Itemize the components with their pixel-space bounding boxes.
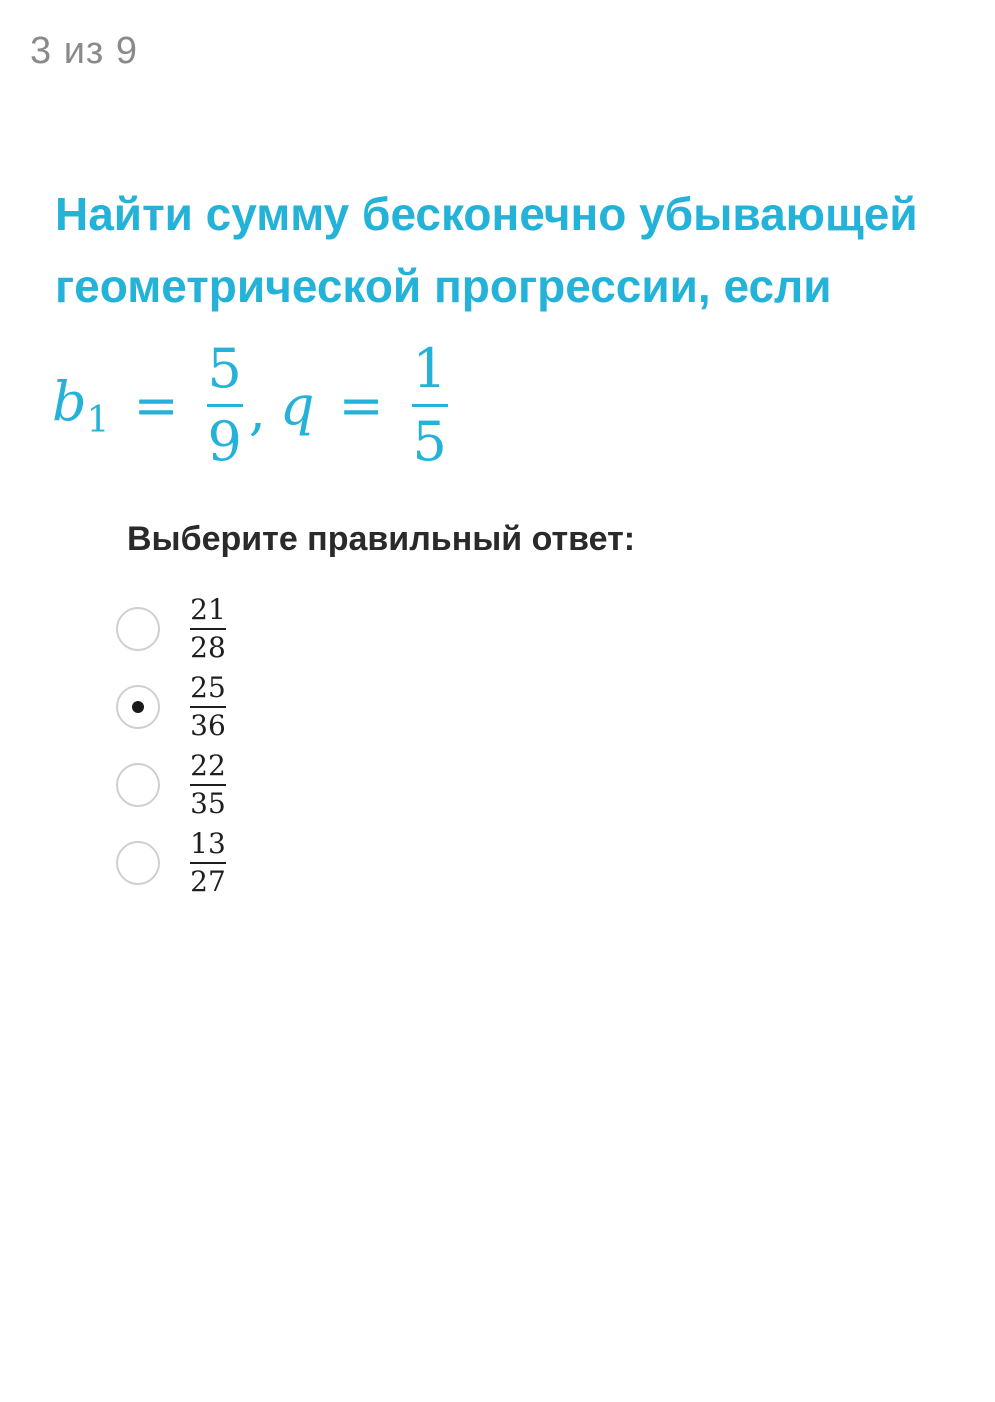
option-numerator: 22 xyxy=(190,749,226,782)
option-denominator: 28 xyxy=(190,631,226,664)
question-title: Найти сумму бесконечно убывающей геометрической прогрессии, если xyxy=(55,188,918,312)
radio-button[interactable] xyxy=(116,685,160,729)
radio-button[interactable] xyxy=(116,763,160,807)
radio-button[interactable] xyxy=(116,841,160,885)
formula-b-variable: $b_1$ xyxy=(52,369,110,441)
fraction-bar xyxy=(412,404,448,407)
answer-option[interactable] xyxy=(116,824,226,902)
fraction-denominator: 9 xyxy=(207,409,242,473)
option-fraction xyxy=(190,594,226,664)
fraction-numerator: 5 xyxy=(207,336,242,400)
radio-selected-dot xyxy=(132,701,144,713)
option-denominator: 36 xyxy=(190,709,226,742)
answer-prompt: Выберите правильный ответ: xyxy=(127,520,636,558)
answer-option[interactable] xyxy=(116,668,226,746)
option-fraction-bar xyxy=(190,628,226,630)
option-fraction xyxy=(190,828,226,898)
formula-b-fraction xyxy=(207,338,243,473)
option-numerator: 13 xyxy=(190,827,226,860)
option-numerator: 25 xyxy=(190,671,226,704)
formula-equals-sign: = xyxy=(338,373,384,437)
option-fraction-bar xyxy=(190,862,226,864)
fraction-denominator: 5 xyxy=(412,409,447,473)
radio-button[interactable] xyxy=(116,607,160,651)
question-formula xyxy=(52,330,452,480)
formula-q-variable: q xyxy=(279,373,315,437)
option-fraction xyxy=(190,750,226,820)
option-fraction xyxy=(190,672,226,742)
option-fraction-bar xyxy=(190,784,226,786)
formula-q-fraction xyxy=(412,338,448,473)
answer-option[interactable] xyxy=(116,746,226,824)
option-denominator: 27 xyxy=(190,865,226,898)
option-numerator: 21 xyxy=(190,593,226,626)
question-counter: 3 из 9 xyxy=(30,30,139,72)
formula-equals-sign: = xyxy=(133,373,179,437)
formula-b-subscript: 1 xyxy=(86,399,110,441)
fraction-bar xyxy=(207,404,243,407)
fraction-numerator: 1 xyxy=(412,336,447,400)
formula-comma: , xyxy=(248,379,266,442)
option-denominator: 35 xyxy=(190,787,226,820)
answer-options-list xyxy=(116,590,226,902)
option-fraction-bar xyxy=(190,706,226,708)
answer-option[interactable] xyxy=(116,590,226,668)
